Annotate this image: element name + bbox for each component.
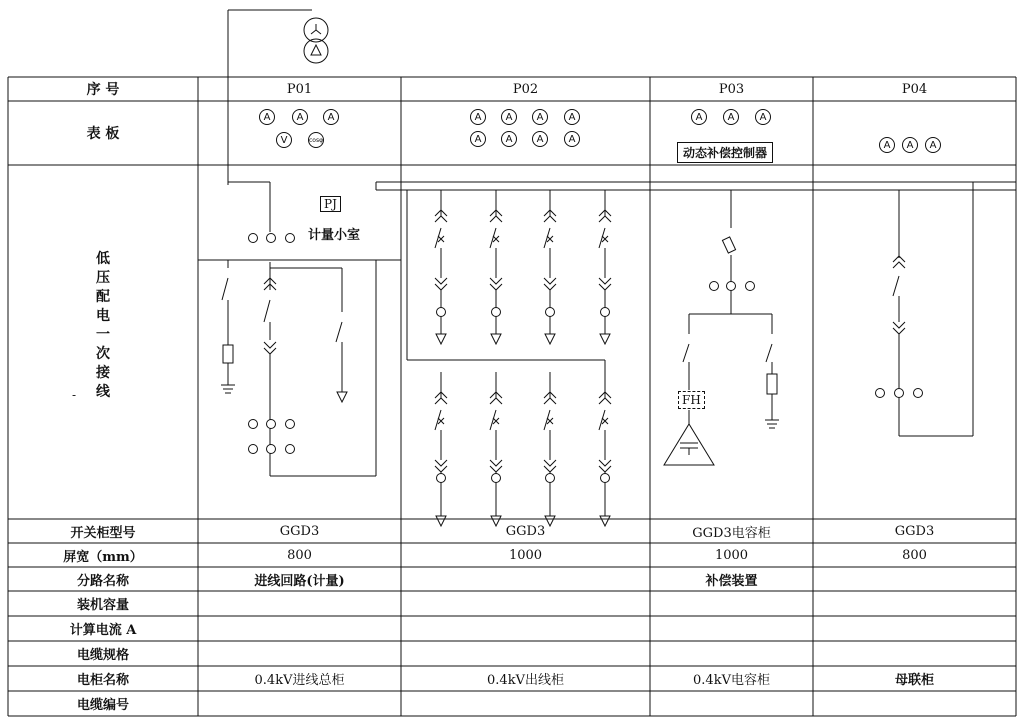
- circuit-P03: 补偿装置: [705, 573, 758, 589]
- label-char: 电: [96, 308, 110, 324]
- current-transformer-icon: [709, 281, 719, 291]
- current-transformer-icon: [491, 473, 501, 483]
- circuit-P02: [401, 567, 650, 591]
- current-transformer-icon: [266, 444, 276, 454]
- ammeter-icon: A: [564, 109, 580, 125]
- row-label-cable-spec: 电缆规格: [76, 648, 129, 663]
- ammeter-icon: A: [755, 109, 771, 125]
- label-char: 低: [96, 251, 110, 267]
- row-label-capacity: 装机容量: [76, 598, 129, 613]
- power-factor-meter-icon: cosφ: [308, 132, 324, 148]
- row-label-model: 开关柜型号: [70, 525, 136, 541]
- current-transformer-icon: [545, 307, 555, 317]
- circuit-P04: [813, 567, 1016, 591]
- ammeter-icon: A: [879, 137, 895, 153]
- current-transformer-icon: [436, 307, 446, 317]
- breaker-mark: [602, 418, 608, 424]
- ammeter-icon: A: [564, 131, 580, 147]
- breaker-mark: [547, 236, 553, 242]
- plug-contact: [490, 278, 502, 290]
- row-label-cabinet-name: 电柜名称: [76, 673, 129, 688]
- panel-meter-header: 表 板: [86, 126, 120, 142]
- plug-contact: [599, 278, 611, 290]
- ammeter-icon: A: [532, 131, 548, 147]
- feeder-arrow: [545, 334, 555, 344]
- breaker-mark: [547, 418, 553, 424]
- lv-single-line-label: [80, 250, 126, 402]
- current-transformer-icon: [248, 233, 258, 243]
- ammeter-icon: A: [259, 109, 275, 125]
- cabinet-name-P03: 0.4kV电容柜: [693, 673, 770, 688]
- current-transformer-icon: [436, 473, 446, 483]
- model-P03: GGD3电容柜: [692, 525, 771, 541]
- ammeter-icon: A: [323, 109, 339, 125]
- width-P02: 1000: [508, 547, 543, 563]
- label-char: 接: [96, 365, 110, 381]
- width-P04: 800: [902, 547, 927, 563]
- breaker-mark: [438, 418, 444, 424]
- feeder-arrow: [600, 334, 610, 344]
- plug-contact: [435, 278, 447, 290]
- plug-contact: [599, 460, 611, 472]
- current-transformer-icon: [600, 473, 610, 483]
- plug-contact: [435, 460, 447, 472]
- cabinet-id-P02: P02: [512, 81, 539, 97]
- ammeter-icon: A: [691, 109, 707, 125]
- current-transformer-icon: [913, 388, 923, 398]
- cabinet-name-P04: 母联柜: [894, 673, 934, 688]
- ammeter-icon: A: [470, 131, 486, 147]
- dynamic-compensation-controller: 动态补偿控制器: [677, 142, 773, 163]
- feeder-arrow: [491, 334, 501, 344]
- current-transformer-icon: [285, 233, 295, 243]
- ammeter-icon: A: [501, 109, 517, 125]
- width-P01: 800: [287, 547, 312, 563]
- row-label-circuit: 分路名称: [76, 573, 129, 589]
- breaker-mark: [602, 236, 608, 242]
- label-char: 配: [96, 289, 110, 305]
- model-P01: GGD3: [279, 523, 320, 539]
- current-transformer-icon: [745, 281, 755, 291]
- circuit-P01: 进线回路(计量): [254, 573, 345, 589]
- current-transformer-icon: [491, 307, 501, 317]
- metering-room-label: 计量小室: [308, 228, 361, 243]
- ammeter-icon: A: [470, 109, 486, 125]
- label-char: 次: [96, 346, 110, 362]
- current-transformer-icon: [285, 419, 295, 429]
- current-transformer-icon: [600, 307, 610, 317]
- breaker-mark: [493, 236, 499, 242]
- current-transformer-icon: [726, 281, 736, 291]
- cabinet-name-P01: 0.4kV进线总柜: [254, 673, 345, 688]
- label-char: 压: [96, 270, 110, 286]
- current-transformer-icon: [248, 444, 258, 454]
- current-transformer-icon: [545, 473, 555, 483]
- row-label-cable-no: 电缆编号: [76, 698, 129, 713]
- ammeter-icon: A: [902, 137, 918, 153]
- cabinet-id-P03: P03: [718, 81, 745, 97]
- side-dash: -: [72, 388, 77, 402]
- current-transformer-icon: [894, 388, 904, 398]
- label-char: 一: [96, 327, 110, 343]
- label-char: 线: [96, 384, 110, 400]
- model-P02: GGD3: [505, 523, 546, 539]
- model-P04: GGD3: [894, 523, 935, 539]
- plug-contact: [490, 460, 502, 472]
- fuse-tag: FH: [678, 391, 705, 409]
- cabinet-id-P01: P01: [286, 81, 313, 97]
- plug-contact: [544, 278, 556, 290]
- ammeter-icon: A: [292, 109, 308, 125]
- metering-tag: PJ: [320, 196, 341, 212]
- current-transformer-icon: [248, 419, 258, 429]
- current-transformer-icon: [875, 388, 885, 398]
- current-transformer-icon: [266, 233, 276, 243]
- cabinet-id-P04: P04: [901, 81, 928, 97]
- row-label-current: 计算电流 A: [69, 623, 137, 638]
- ammeter-icon: A: [501, 131, 517, 147]
- cabinet-name-P02: 0.4kV出线柜: [487, 673, 564, 688]
- current-transformer-icon: [285, 444, 295, 454]
- seq-header: 序 号: [86, 82, 120, 98]
- voltmeter-icon: V: [276, 132, 292, 148]
- breaker-mark: [438, 236, 444, 242]
- current-transformer-icon: [266, 419, 276, 429]
- ammeter-icon: A: [925, 137, 941, 153]
- feeder-arrow: [436, 334, 446, 344]
- plug-contact: [544, 460, 556, 472]
- ammeter-icon: A: [532, 109, 548, 125]
- width-P03: 1000: [714, 547, 749, 563]
- row-label-width: 屏宽（mm）: [63, 549, 143, 565]
- ammeter-icon: A: [723, 109, 739, 125]
- breaker-mark: [493, 418, 499, 424]
